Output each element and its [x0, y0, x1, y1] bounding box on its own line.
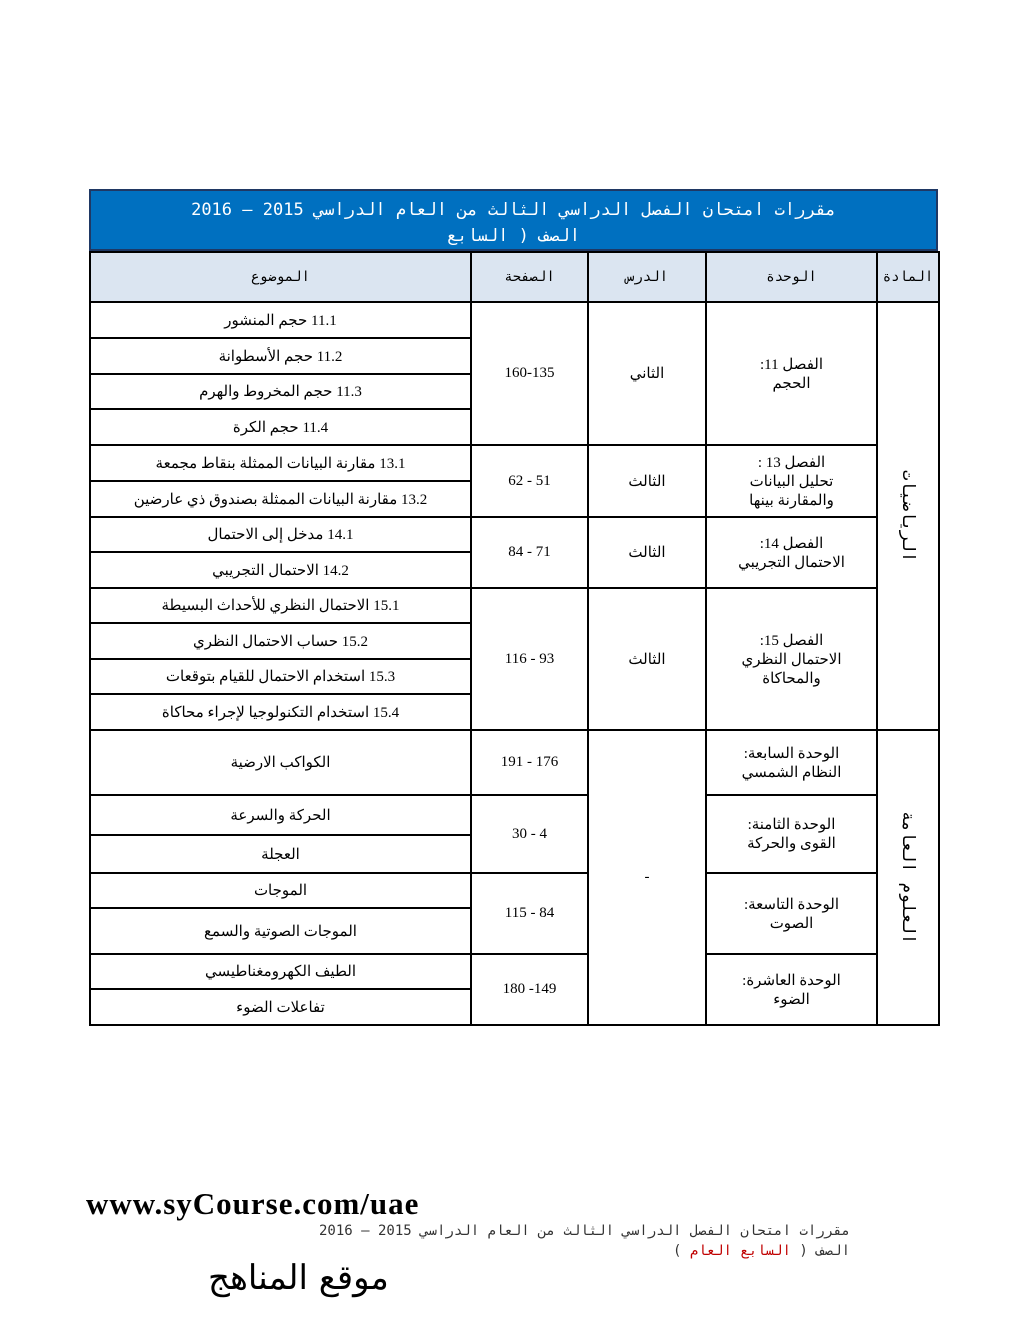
- table-row: [90, 954, 939, 989]
- footer-brand-logo: موقع المناهج: [208, 1258, 389, 1298]
- unit-cell: [706, 954, 877, 1025]
- unit-line: تحليل البيانات: [749, 473, 834, 490]
- unit-line: والمحاكاة: [762, 670, 821, 687]
- page-cell: 176 - 191: [471, 730, 588, 795]
- topic-cell: 11.3 حجم المخروط والهرم: [90, 374, 471, 409]
- table-row: [90, 730, 939, 795]
- topic-cell: الكواكب الارضية: [90, 730, 471, 795]
- page-cell: 149- 180: [471, 954, 588, 1025]
- unit-line: الاحتمال النظري: [741, 651, 842, 668]
- footer-grade-name: السابع العام: [689, 1243, 791, 1259]
- unit-line: الوحدة التاسعة:: [743, 896, 840, 913]
- page-cell: 84 - 115: [471, 873, 588, 954]
- header-lesson: الدرس: [588, 252, 706, 302]
- unit-line: الفصل 11:: [759, 356, 824, 373]
- unit-cell: [706, 445, 877, 517]
- page-cell: 51 - 62: [471, 445, 588, 517]
- topic-cell: 15.2 حساب الاحتمال النظري: [90, 623, 471, 659]
- topic-cell: الحركة والسرعة: [90, 795, 471, 835]
- table-body: [90, 302, 939, 1025]
- header-topic: الموضوع: [90, 252, 471, 302]
- footer-title: [170, 1221, 850, 1261]
- unit-line: الاحتمال التجريبي: [738, 554, 845, 571]
- topic-cell: 11.1 حجم المنشور: [90, 302, 471, 338]
- header-page: الصفحة: [471, 252, 588, 302]
- unit-line: القوى والحركة: [747, 836, 836, 852]
- topic-cell: 13.2 مقارنة البيانات الممثلة بصندوق ذي عارضين: [90, 481, 471, 517]
- unit-line: الفصل 15:: [759, 632, 824, 649]
- schedule-table: [89, 251, 940, 1026]
- lesson-cell: الثالث: [588, 588, 706, 730]
- subject-math: [877, 302, 939, 730]
- unit-line: الحجم: [772, 375, 811, 392]
- page-cell: 4 - 30: [471, 795, 588, 873]
- unit-cell: [706, 517, 877, 588]
- topic-cell: 13.1 مقارنة البيانات الممثلة بنقاط مجمعة: [90, 445, 471, 481]
- topic-cell: العجلة: [90, 835, 471, 873]
- table-row: [90, 873, 939, 908]
- table-row: [90, 795, 939, 835]
- unit-cell: [706, 795, 877, 873]
- unit-line: الضوء: [773, 991, 810, 1008]
- footer-grade-suffix: ): [672, 1243, 682, 1259]
- page-cell: 93 - 116: [471, 588, 588, 730]
- topic-cell: تفاعلات الضوء: [90, 989, 471, 1025]
- footer-url: www.syCourse.com/uae: [86, 1186, 420, 1221]
- unit-line: الوحدة العاشرة:: [742, 972, 841, 989]
- exam-schedule-sheet: [89, 189, 938, 1026]
- header-subject: المادة: [877, 252, 939, 302]
- table-row: [90, 517, 939, 552]
- table-header-row: [90, 252, 939, 302]
- topic-cell: الموجات الصوتية والسمع: [90, 908, 471, 954]
- schedule-title-banner: [89, 189, 938, 251]
- topic-cell: 11.2 حجم الأسطوانة: [90, 338, 471, 374]
- unit-line: الفصل 13 :: [757, 454, 826, 471]
- subject-math-label: الرياضيات: [898, 469, 918, 563]
- unit-cell: [706, 873, 877, 954]
- topic-cell: 15.3 استخدام الاحتمال للقيام بتوقعات: [90, 659, 471, 694]
- topic-cell: 11.4 حجم الكرة: [90, 409, 471, 445]
- unit-cell: [706, 302, 877, 445]
- lesson-cell: -: [588, 730, 706, 1025]
- table-row: [90, 302, 939, 338]
- table-row: [90, 445, 939, 481]
- unit-line: الوحدة السابعة:: [743, 745, 840, 762]
- lesson-cell: الثالث: [588, 445, 706, 517]
- topic-cell: 15.4 استخدام التكنولوجيا لإجراء محاكاة: [90, 694, 471, 730]
- unit-line: الصوت: [769, 915, 814, 932]
- subject-science: [877, 730, 939, 1025]
- unit-cell: [706, 588, 877, 730]
- page-cell: 71 - 84: [471, 517, 588, 588]
- schedule-title-line2: الصف ( السابع: [446, 226, 581, 246]
- topic-cell: 14.2 الاحتمال التجريبي: [90, 552, 471, 588]
- unit-line: الفصل 14:: [759, 535, 824, 552]
- table-row: [90, 588, 939, 623]
- footer-title-line1: مقررات امتحان الفصل الدراسي الثالث من العام الدراسي 2015 – 2016: [318, 1223, 850, 1239]
- unit-line: الوحدة الثامنة:: [747, 817, 836, 833]
- unit-line: النظام الشمسي: [741, 764, 842, 781]
- lesson-cell: الثالث: [588, 517, 706, 588]
- topic-cell: 14.1 مدخل إلى الاحتمال: [90, 517, 471, 552]
- topic-cell: الطيف الكهرومغناطيسي: [90, 954, 471, 989]
- lesson-cell: الثاني: [588, 302, 706, 445]
- subject-science-label: العلوم العامة: [898, 810, 918, 945]
- topic-cell: الموجات: [90, 873, 471, 908]
- header-unit: الوحدة: [706, 252, 877, 302]
- topic-cell: 15.1 الاحتمال النظري للأحداث البسيطة: [90, 588, 471, 623]
- schedule-title-line1: مقررات امتحان الفصل الدراسي الثالث من العام الدراسي 2015 – 2016: [191, 200, 836, 220]
- page-cell: 160-135: [471, 302, 588, 445]
- unit-line: والمقارنة بينها: [749, 492, 834, 509]
- unit-cell: [706, 730, 877, 795]
- footer-grade-prefix: الصف (: [799, 1243, 850, 1259]
